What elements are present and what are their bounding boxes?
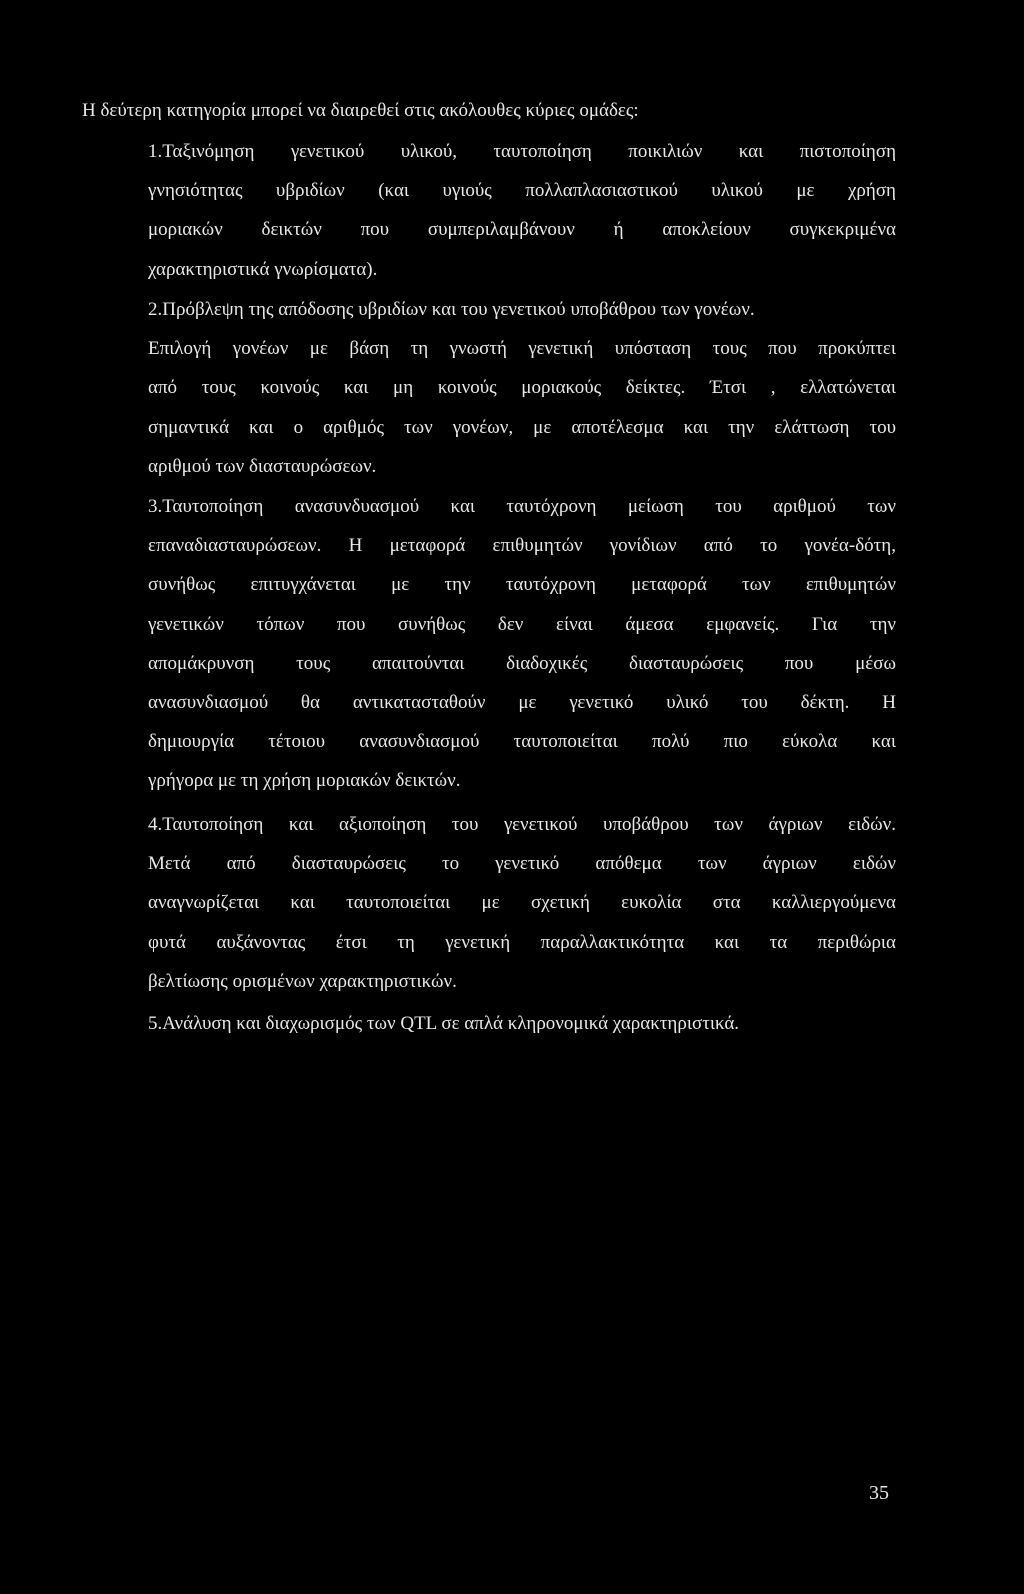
list-item-2-line-3: από τους κοινούς και μη κοινούς μοριακούς δείκτες. Έτσι , ελλατώνεται bbox=[148, 377, 896, 399]
list-item-4-line-4: φυτά αυξάνοντας έτσι τη γενετική παραλλακτικότητα και τα περιθώρια bbox=[148, 931, 896, 953]
list-item-5: 5.Ανάλυση και διαχωρισμός των QTL σε απλά κληρονομικά χαρακτηριστικά. bbox=[148, 1013, 740, 1034]
list-item-2-line-4: σημαντικά και ο αριθμός των γονέων, με αποτέλεσμα και την ελάττωση του bbox=[148, 416, 896, 438]
list-item-2-line-5: αριθμού των διασταυρώσεων. bbox=[148, 455, 377, 477]
list-item-3-line-2: επαναδιασταυρώσεων. Η μεταφορά επιθυμητών γονίδιων από το γονέα-δότη, bbox=[148, 535, 896, 557]
list-item-4-line-5: βελτίωσης ορισμένων χαρακτηριστικών. bbox=[148, 970, 457, 992]
list-item-3-line-7: δημιουργία τέτοιου ανασυνδιασμού ταυτοποιείται πολύ πιο εύκολα και bbox=[148, 731, 896, 753]
list-item-1-line-4: χαρακτηριστικά γνωρίσματα). bbox=[148, 258, 378, 280]
list-item-1 bbox=[148, 132, 896, 289]
list-item-1-line-2: γνησιότητας υβριδίων (και υγιούς πολλαπλασιαστικού υλικού με χρήση bbox=[148, 180, 896, 202]
list-item-3-line-1: 3.Ταυτοποίηση ανασυνδυασμού και ταυτόχρονη μείωση του αριθμού των bbox=[148, 496, 896, 517]
intro-paragraph: Η δεύτερη κατηγορία μπορεί να διαιρεθεί στις ακόλουθες κύριες ομάδες: bbox=[82, 100, 639, 121]
list-item-3-line-8: γρήγορα με τη χρήση μοριακών δεικτών. bbox=[148, 770, 461, 792]
list-item-2-line-2: Επιλογή γονέων με βάση τη γνωστή γενετική υπόσταση τους που προκύπτει bbox=[148, 338, 896, 360]
list-item-2 bbox=[148, 290, 896, 486]
list-item-3-line-5: απομάκρυνση τους απαιτούνται διαδοχικές διασταυρώσεις που μέσω bbox=[148, 652, 896, 674]
list-item-3-line-3: συνήθως επιτυγχάνεται με την ταυτόχρονη μεταφορά των επιθυμητών bbox=[148, 574, 896, 596]
list-item-3-line-4: γενετικών τόπων που συνήθως δεν είναι άμεσα εμφανείς. Για την bbox=[148, 613, 896, 635]
list-item-4 bbox=[148, 805, 896, 1001]
list-item-1-line-1: 1.Ταξινόμηση γενετικού υλικού, ταυτοποίηση ποικιλιών και πιστοποίηση bbox=[148, 141, 896, 162]
list-item-3 bbox=[148, 487, 896, 801]
list-item-4-line-1: 4.Ταυτοποίηση και αξιοποίηση του γενετικού υποβάθρου των άγριων ειδών. bbox=[148, 814, 896, 835]
list-item-1-line-3: μοριακών δεικτών που συμπεριλαμβάνουν ή αποκλείουν συγκεκριμένα bbox=[148, 219, 896, 241]
list-item-2-line-1: 2.Πρόβλεψη της απόδοσης υβριδίων και του γενετικού υποβάθρου των γονέων. bbox=[148, 299, 755, 320]
list-item-4-line-2: Μετά από διασταυρώσεις το γενετικό απόθεμα των άγριων ειδών bbox=[148, 853, 896, 875]
list-item-4-line-3: αναγνωρίζεται και ταυτοποιείται με σχετική ευκολία στα καλλιεργούμενα bbox=[148, 892, 896, 914]
page-number: 35 bbox=[869, 1482, 889, 1504]
list-item-3-line-6: ανασυνδιασμού θα αντικατασταθούν με γενετικό υλικό του δέκτη. Η bbox=[148, 692, 896, 714]
